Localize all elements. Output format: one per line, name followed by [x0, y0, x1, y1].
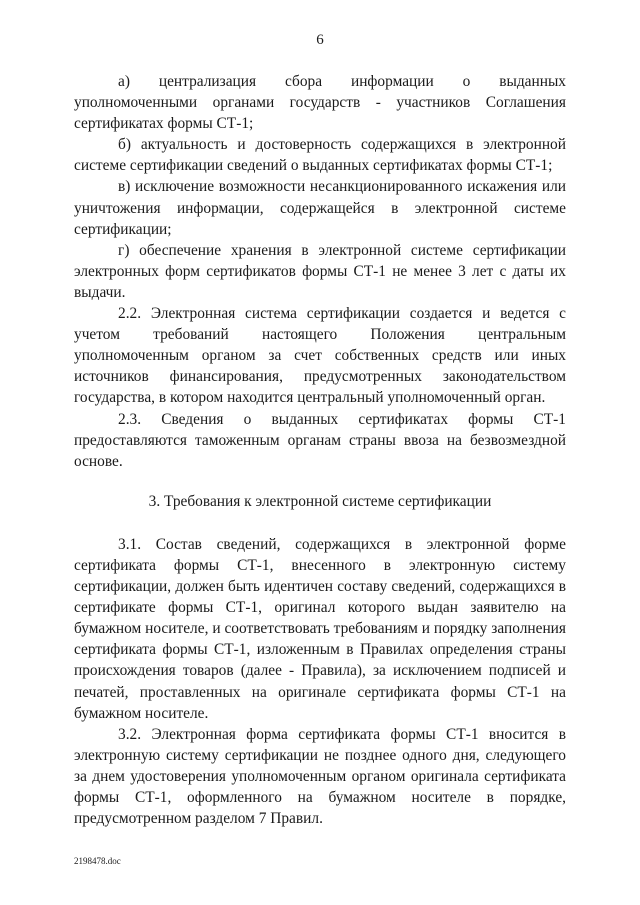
paragraph-2-1-c: в) исключение возможности несанкционированного искажения или уничтожения информации, содержащейся в электронной системе сертификации;: [74, 178, 566, 238]
paragraph-2-2: 2.2. Электронная система сертификации создается и ведется с учетом требований настоящего Положения центральным уполномоченным органом за счет собственных средств или иных источников финансирования, предусмотренных законодательством государства, в котором находится центральный уполномоченный орган.: [74, 305, 566, 407]
paragraph-2-3: 2.3. Сведения о выданных сертификатах формы СТ-1 предоставляются таможенным органам страны ввоза на безвозмездной основе.: [74, 410, 566, 470]
file-name-footer: 2198478.doc: [74, 856, 121, 866]
page-number: 6: [316, 32, 324, 48]
paragraph-3-1: 3.1. Состав сведений, содержащихся в электронной форме сертификата формы СТ-1, внесенного в электронную систему сертификации, должен быть идентичен составу сведений, содержащихся в сертификате формы СТ-1, оригинал которого выдан заявителю на бумажном носителе, и соответствовать требованиям и порядку заполнения сертификата формы СТ-1, изложенным в Правилах определения страны происхождения товаров (далее - Правила), за исключением подписей и печатей, проставленных на оригинале сертификата формы СТ-1 на бумажном носителе.: [74, 535, 566, 722]
paragraph-2-1-b: б) актуальность и достоверность содержащихся в электронной системе сертификации сведений о выданных сертификатах формы СТ-1;: [74, 136, 566, 175]
document-body: [74, 71, 566, 829]
paragraph-2-1-a: а) централизация сбора информации о выданных уполномоченными органами государств - участников Соглашения сертификатах формы СТ-1;: [74, 73, 566, 133]
paragraph-2-1-d: г) обеспечение хранения в электронной системе сертификации электронных форм сертификатов формы СТ-1 не менее 3 лет с даты их выдачи.: [74, 241, 566, 301]
section-3-heading: 3. Требования к электронной системе сертификации: [148, 492, 492, 510]
paragraph-3-2: 3.2. Электронная форма сертификата формы СТ-1 вносится в электронную систему сертификации не позднее одного дня, следующего за днем удостоверения уполномоченным органом оригинала сертификата формы СТ-1, оформленного на бумажном носителе в порядке, предусмотренном разделом 7 Правил.: [74, 725, 566, 828]
